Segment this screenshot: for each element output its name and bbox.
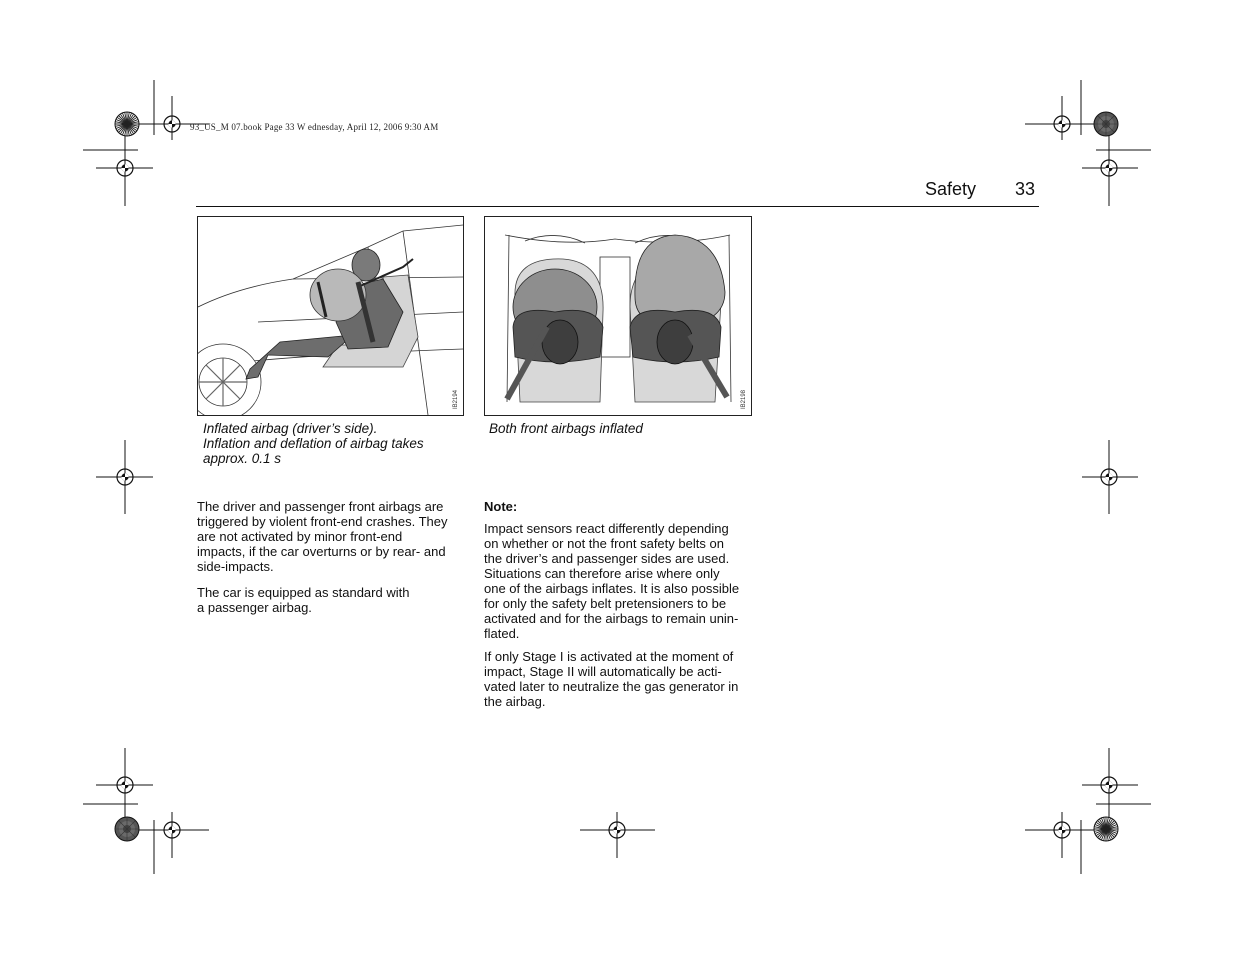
text-line: The car is equipped as standard with	[197, 585, 410, 600]
text-line: triggered by violent front-end crashes. They	[197, 514, 448, 529]
figure-caption	[489, 421, 751, 436]
figure-caption	[203, 421, 468, 466]
print-slug: 93_US_M 07.book Page 33 W ednesday, April 12, 2006 9:30 AM	[190, 122, 439, 132]
caption-line: approx. 0.1 s	[203, 451, 282, 466]
text-line: If only Stage I is activated at the moment of	[484, 649, 734, 664]
page-number: 33	[1015, 179, 1036, 199]
text-line: one of the airbags inflates. It is also possible	[484, 581, 740, 596]
figure-code: IB2194	[453, 389, 459, 409]
text-line: a passenger airbag.	[197, 600, 312, 615]
text-line: The driver and passenger front airbags are	[197, 499, 444, 514]
note-column-text	[484, 499, 754, 709]
caption-line: Inflation and deflation of airbag takes	[203, 436, 424, 451]
text-line: Impact sensors react differently depending	[484, 521, 729, 536]
text-line: activated and for the airbags to remain unin-	[484, 611, 739, 626]
text-line: Situations can therefore arise where only	[484, 566, 720, 581]
caption-line: Both front airbags inflated	[489, 421, 643, 436]
text-line: are not activated by minor front-end	[197, 529, 403, 544]
paragraph	[484, 649, 754, 709]
text-line: vated later to neutralize the gas generator in	[484, 679, 739, 694]
header-rule	[196, 206, 1039, 207]
figure-both-airbags	[484, 216, 752, 416]
figure-code: IB2198	[741, 389, 747, 409]
paragraph	[197, 585, 467, 615]
figure-driver-airbag	[197, 216, 464, 416]
note-heading: Note:	[484, 499, 518, 514]
text-line: the driver’s and passenger sides are used.	[484, 551, 730, 566]
text-line: flated.	[484, 626, 520, 641]
text-line: side-impacts.	[197, 559, 274, 574]
paragraph	[197, 499, 467, 574]
text-line: the airbag.	[484, 694, 546, 709]
text-line: impact, Stage II will automatically be acti-	[484, 664, 722, 679]
section-title: Safety	[925, 179, 977, 199]
text-line: for only the safety belt pretensioners to be	[484, 596, 727, 611]
left-column-text	[197, 499, 467, 615]
caption-line: Inflated airbag (driver’s side).	[203, 421, 378, 436]
text-line: on whether or not the front safety belts on	[484, 536, 724, 551]
paragraph	[484, 521, 754, 641]
text-line: impacts, if the car overturns or by rear- and	[197, 544, 446, 559]
